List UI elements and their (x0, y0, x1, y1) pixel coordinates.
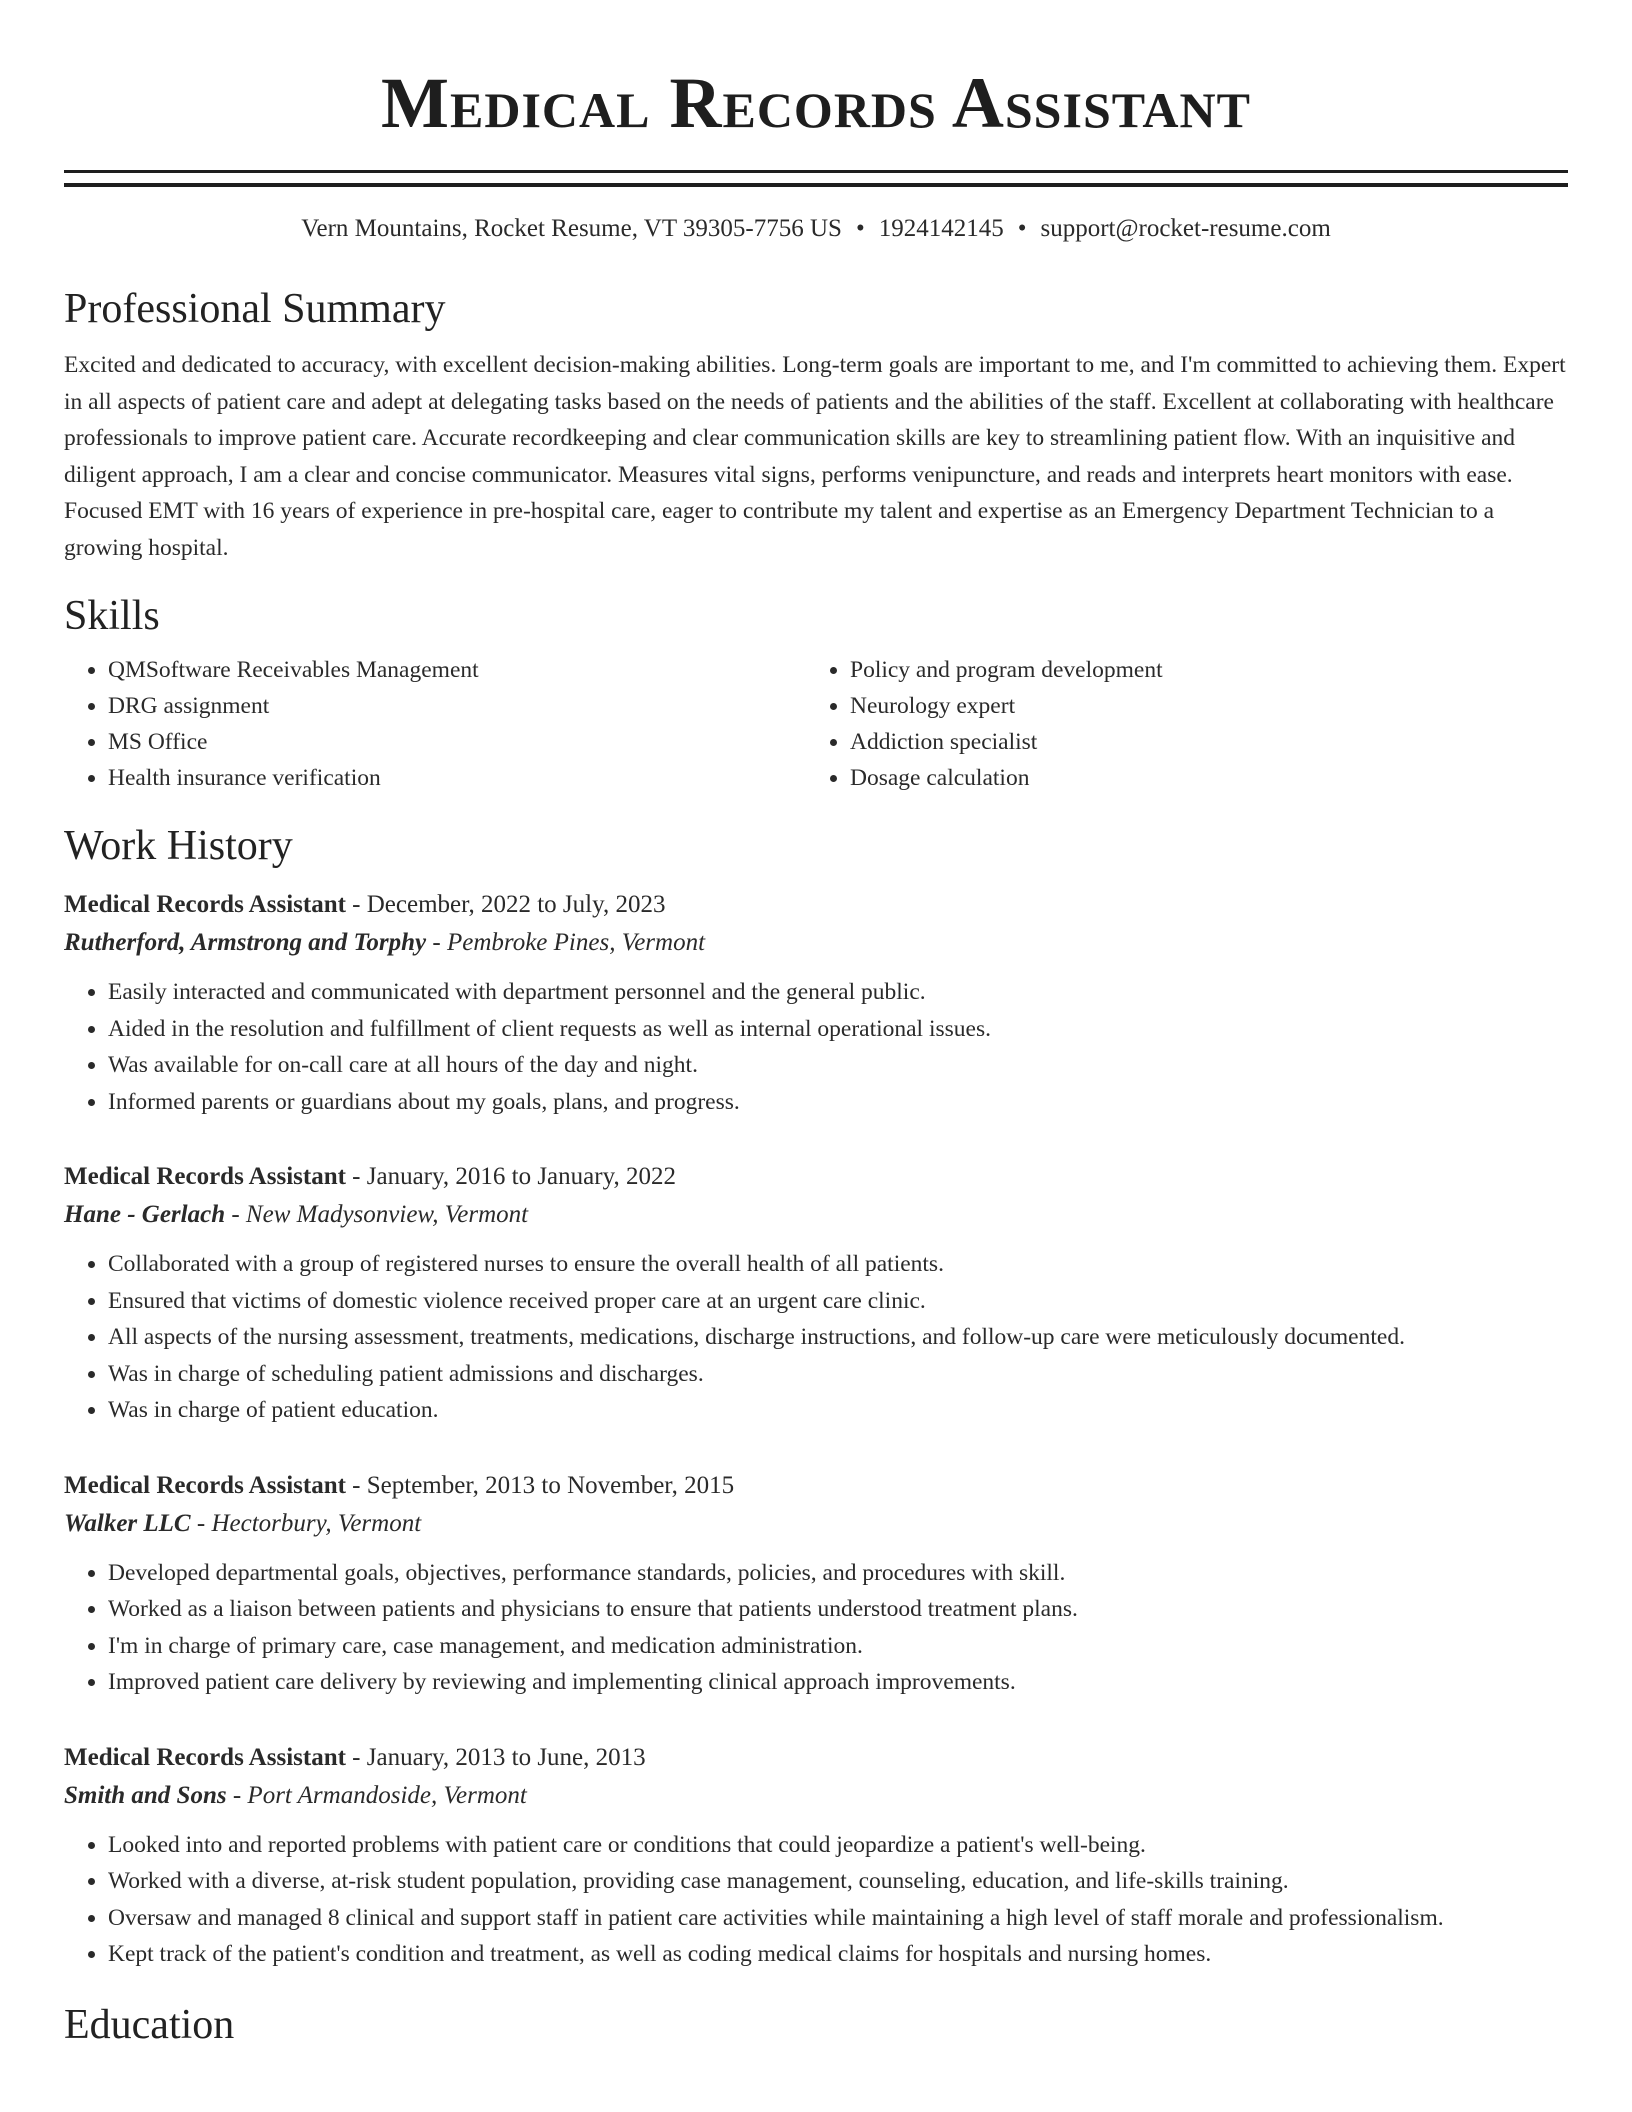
job-title: Medical Records Assistant (64, 1743, 346, 1771)
contact-separator: • (855, 215, 865, 242)
skill-item: • Dosage calculation (850, 760, 1548, 796)
job-employer (64, 1777, 1568, 1815)
skills-heading: Skills (64, 593, 160, 639)
job-title: Medical Records Assistant (64, 891, 346, 918)
job-duty: • Was available for on-call care at all hours of the day and night. (108, 1047, 1568, 1084)
job-duties (64, 1246, 1568, 1429)
contact-email: support@rocket-resume.com (1040, 215, 1331, 242)
job-title: Medical Records Assistant (64, 1471, 346, 1499)
skill-item: • MS Office (108, 724, 806, 760)
skills-column-left (64, 652, 806, 796)
job-duty: • All aspects of the nursing assessment, treatments, medications, discharge instructions, and follow-up care were meticulously documented. (108, 1319, 1568, 1356)
job-duty: • Developed departmental goals, objectives, performance standards, policies, and procedures with skill. (108, 1555, 1568, 1592)
job-location: - Pembroke Pines, Vermont (426, 929, 706, 956)
job-duty: • Looked into and reported problems with patient care or conditions that could jeopardize a patient's well-being. (108, 1827, 1568, 1864)
contact-line (64, 213, 1568, 245)
header-divider (64, 170, 1568, 187)
job-entry (64, 1158, 1568, 1429)
job-header (64, 1467, 1568, 1505)
job-duty: • Informed parents or guardians about my goals, plans, and progress. (108, 1084, 1568, 1121)
job-duty: • Collaborated with a group of registered nurses to ensure the overall health of all patients. (108, 1246, 1568, 1283)
job-employer (64, 924, 1568, 962)
education-heading: Education (64, 2001, 235, 2048)
job-dates: - January, 2016 to January, 2022 (345, 1163, 676, 1190)
job-header (64, 1158, 1568, 1196)
job-duty: • Was in charge of patient education. (108, 1392, 1568, 1429)
job-duty: • Was in charge of scheduling patient admissions and discharges. (108, 1356, 1568, 1393)
job-duty: • Easily interacted and communicated with department personnel and the general public. (108, 974, 1568, 1011)
contact-address: Vern Mountains, Rocket Resume, VT 39305-7756 US (301, 215, 842, 242)
job-employer (64, 1196, 1568, 1234)
skill-item: • Neurology expert (850, 688, 1548, 724)
job-entry (64, 1739, 1568, 1973)
skill-item: • Addiction specialist (850, 724, 1548, 760)
job-duty: • Worked with a diverse, at-risk student population, providing case management, counseling, education, and life-skills training. (108, 1863, 1568, 1900)
summary-text: Excited and dedicated to accuracy, with excellent decision-making abilities. Long-term goals are important to me, and I'm committed to achieving them. Expert in all aspects of patient care and adept at delegating tasks based on the needs of patients and the abilities of the staff. Excellent at collaborating with healthcare professionals to improve patient care. Accurate recordkeeping and clear communication skills are key to streamlining patient flow. With an inquisitive and diligent approach, I am a clear and concise communicator. Measures vital signs, performs venipuncture, and reads and interprets heart monitors with ease. Focused EMT with 16 years of experience in pre-hospital care, eager to contribute my talent and expertise as an Emergency Department Technician to a growing hospital. (64, 352, 1566, 561)
skill-item: • Policy and program development (850, 652, 1548, 688)
job-entry (64, 886, 1568, 1120)
job-dates: - September, 2013 to November, 2015 (345, 1471, 735, 1499)
job-company: Hane - Gerlach (64, 1201, 226, 1228)
job-duty: • Ensured that victims of domestic violence received proper care at an urgent care clinic. (108, 1283, 1568, 1320)
job-header (64, 886, 1568, 924)
contact-phone: 1924142145 (878, 215, 1004, 242)
job-duty: • Improved patient care delivery by reviewing and implementing clinical approach improvements. (108, 1664, 1568, 1701)
job-dates: - January, 2013 to June, 2013 (345, 1743, 646, 1771)
job-location: - Port Armandoside, Vermont (226, 1781, 527, 1809)
skill-item: • QMSoftware Receivables Management (108, 652, 806, 688)
job-location: - New Madysonview, Vermont (225, 1201, 529, 1228)
summary-heading: Professional Summary (64, 286, 446, 332)
job-company: Smith and Sons (64, 1781, 227, 1809)
job-company: Rutherford, Armstrong and Torphy (64, 929, 427, 956)
work-history-heading: Work History (64, 823, 293, 869)
resume-name: Medical Records Assistant (381, 63, 1251, 143)
job-duties (64, 974, 1568, 1120)
job-header (64, 1739, 1568, 1777)
job-company: Walker LLC (64, 1509, 191, 1537)
skill-item: • Health insurance verification (108, 760, 806, 796)
skills-list (64, 652, 1568, 796)
skill-item: • DRG assignment (108, 688, 806, 724)
job-location: - Hectorbury, Vermont (190, 1509, 422, 1537)
job-dates: - December, 2022 to July, 2023 (345, 891, 666, 918)
job-duty: • Aided in the resolution and fulfillment of client requests as well as internal operational issues. (108, 1011, 1568, 1048)
contact-separator: • (1017, 215, 1027, 242)
job-duty: • Oversaw and managed 8 clinical and support staff in patient care activities while maintaining a high level of staff morale and professionalism. (108, 1900, 1568, 1937)
skills-column-right (806, 652, 1548, 796)
job-duty: • Kept track of the patient's condition and treatment, as well as coding medical claims for hospitals and nursing homes. (108, 1936, 1568, 1973)
job-duty: • Worked as a liaison between patients and physicians to ensure that patients understood treatment plans. (108, 1591, 1568, 1628)
job-duties (64, 1827, 1568, 1973)
job-duties (64, 1555, 1568, 1701)
job-title: Medical Records Assistant (64, 1163, 346, 1190)
job-duty: • I'm in charge of primary care, case management, and medication administration. (108, 1628, 1568, 1665)
job-entry (64, 1467, 1568, 1701)
job-employer (64, 1505, 1568, 1543)
